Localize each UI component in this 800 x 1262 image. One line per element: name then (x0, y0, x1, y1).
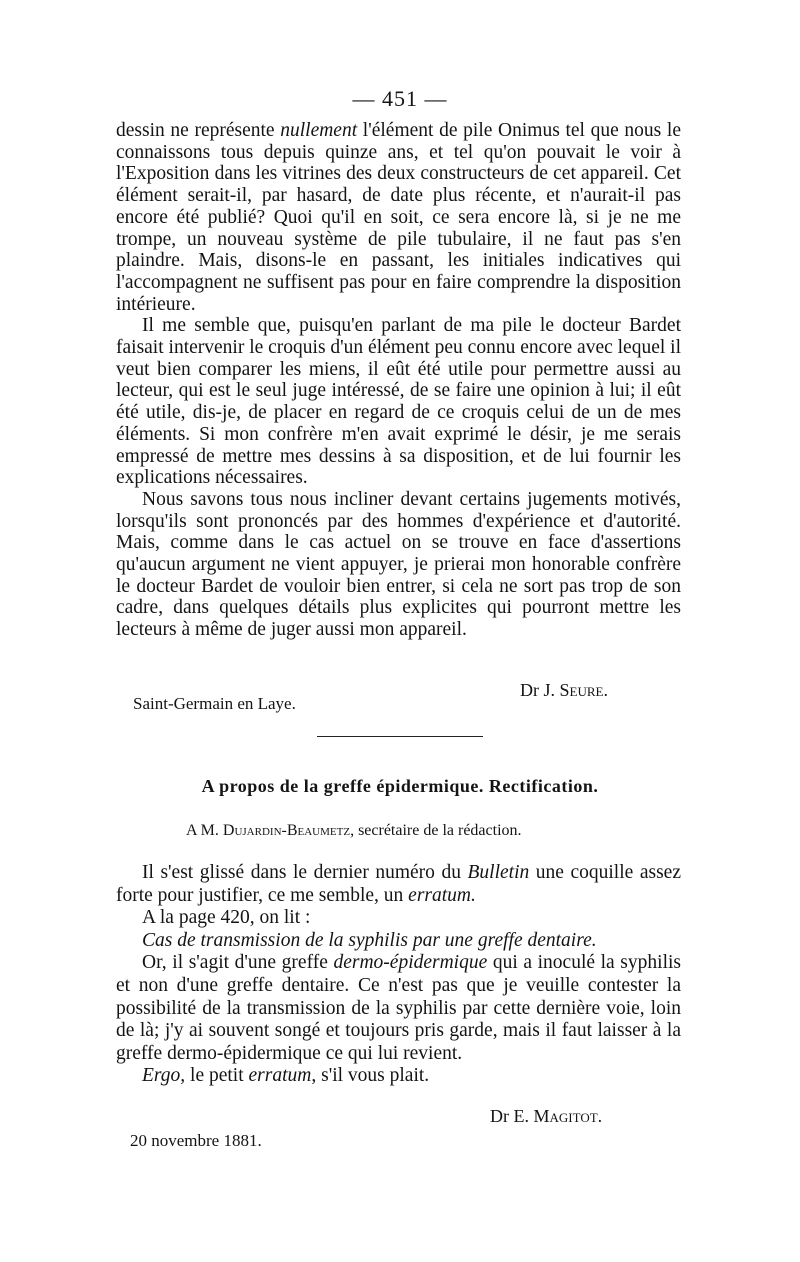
letter-body (116, 120, 681, 641)
letter-paragraph-2: Il me semble que, puisqu'en parlant de ma pile le docteur Bardet faisait intervenir le croquis d'un élément peu connu encore avec lequel il veut bien comparer les miens, il eût été utile pour permettre aussi au lecteur, qui est le seul juge intéressé, de se faire une opinion à lui; il eût été utile, dis-je, de placer en regard de ce croquis celui de un de mes éléments. Si mon confrère m'en avait exprimé le désir, je me serais empressé de mettre mes dessins à sa disposition, et de lui fournir les explications nécessaires. (116, 315, 681, 489)
signature-seure: Dr J. Seure. (520, 680, 608, 700)
page-number: — 451 — (352, 86, 448, 111)
quoted-title: Cas de transmission de la syphilis par une greffe dentaire. (142, 929, 597, 951)
address-line: A M. Dujardin-Beaumetz, secrétaire de la rédaction. (186, 822, 522, 839)
rectification-paragraph-2: Or, il s'agit d'une greffe dermo-épidermique qui a inoculé la syphilis et non d'une greffe dentaire. Ce n'est pas que je veuille contester la possibilité de la transmission de la syphilis par cette dernière voie, loin de là; j'y ai souvent songé et toujours pris garde, mais il faut laisser à la greffe dermo-épidermique ce qui lui revient. (116, 952, 681, 1064)
page-reference: A la page 420, on lit : (142, 907, 311, 929)
letter-paragraph-1: dessin ne représente nullement l'élément de pile Onimus tel que nous le connaissons tous depuis quinze ans, et tel qu'on pouvait le voir à l'Exposition dans les vitrines des deux constructeurs de cet appareil. Cet élément serait-il, par hasard, de date plus récente, et n'aurait-il pas encore été publié? Quoi qu'il en soit, ce sera encore là, si je ne me trompe, un nouveau système de pile tubulaire, il ne faut pas s'en plaindre. Mais, disons-le en passant, les initiales indicatives qui l'accompagnent ne suffisent pas pour en faire comprendre la disposition intérieure. (116, 120, 681, 315)
rectification-paragraph-3: Ergo, le petit erratum, s'il vous plait. (142, 1065, 430, 1087)
article-heading: A propos de la greffe épidermique. Rectification. (201, 776, 599, 796)
rectification-body (116, 862, 681, 1088)
section-divider (317, 736, 483, 737)
letter-paragraph-3: Nous savons tous nous incliner devant certains jugements motivés, lorsqu'ils sont prononcés par des hommes d'expérience et d'autorité. Mais, comme dans le cas actuel on se trouve en face d'assertions qu'aucun argument ne vient appuyer, je prierai mon honorable confrère le docteur Bardet de vouloir bien entrer, si cela ne sort pas trop de son cadre, dans quelques détails plus explicites qui pourront mettre les lecteurs à même de juger aussi mon appareil. (116, 488, 681, 641)
date-line: 20 novembre 1881. (130, 1131, 262, 1150)
signature-magitot: Dr E. Magitot. (490, 1106, 603, 1126)
rectification-paragraph-1: Il s'est glissé dans le dernier numéro du Bulletin une coquille assez forte pour justifier, ce me semble, un erratum. (116, 862, 681, 906)
place-line: Saint-Germain en Laye. (133, 694, 296, 713)
